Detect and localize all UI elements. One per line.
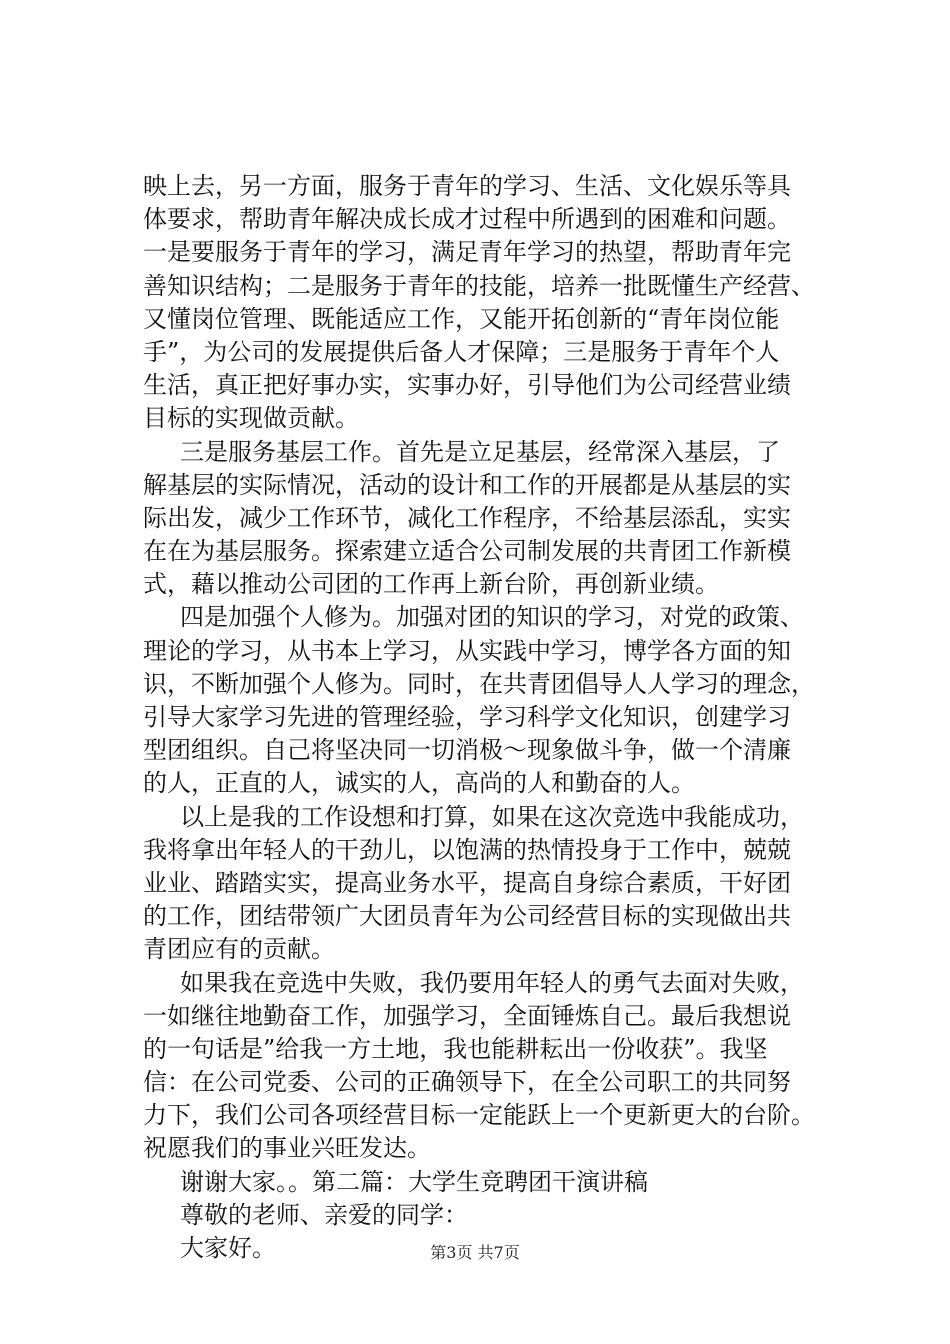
text-line: 一是要服务于青年的学习，满足青年学习的热望，帮助青年完: [143, 238, 791, 267]
text-line: 四是加强个人修为。加强对团的知识的学习，对党的政策、: [180, 603, 804, 632]
text-line: 手”，为公司的发展提供后备人才保障；三是服务于青年个人: [143, 337, 780, 366]
text-line: 引导大家学习先进的管理经验，学习科学文化知识，创建学习: [143, 703, 791, 731]
text-line: 式，藉以推动公司团的工作再上新台阶，再创新业绩。: [143, 570, 719, 599]
text-line: 我将拿出年轻人的干劲儿，以饱满的热情投身于工作中，兢兢: [143, 835, 791, 864]
text-line: 三是服务基层工作。首先是立足基层，经常深入基层，了: [180, 437, 780, 466]
text-line: 谢谢大家。。第二篇：大学生竞聘团干演讲稿: [180, 1167, 648, 1196]
text-line: 型团组织。自己将坚决同一切消极～现象做斗争，做一个清廉: [143, 736, 791, 765]
text-line: 理论的学习，从书本上学习，从实践中学习，博学各方面的知: [143, 636, 791, 665]
text-line: 目标的实现做贡献。: [143, 404, 359, 433]
text-line: 的一句话是”给我一方土地，我也能耕耘出一份收获”。我坚: [143, 1034, 768, 1063]
text-line: 以上是我的工作设想和打算，如果在这次竞选中我能成功，: [180, 802, 804, 831]
text-line: 体要求，帮助青年解决成长成才过程中所遇到的困难和问题。: [143, 205, 791, 234]
text-line: 青团应有的贡献。: [143, 935, 335, 964]
text-line: 识，不断加强个人修为。同时，在共青团倡导人人学习的理念，: [143, 669, 815, 698]
text-line: 一如继往地勤奋工作，加强学习，全面锤炼自己。最后我想说: [143, 1001, 791, 1030]
text-line: 尊敬的老师、亲爱的同学：: [180, 1200, 468, 1229]
text-line: 生活，真正把好事办实，实事办好，引导他们为公司经营业绩: [143, 371, 791, 400]
text-line: 解基层的实际情况，活动的设计和工作的开展都是从基层的实: [143, 470, 791, 499]
page-footer: 第3页 共7页: [430, 1243, 520, 1262]
text-line: 力下，我们公司各项经营目标一定能跃上一个更新更大的台阶。: [143, 1101, 815, 1130]
text-line: 大家好。: [180, 1234, 276, 1262]
text-line: 祝愿我们的事业兴旺发达。: [143, 1134, 431, 1163]
text-line: 信：在公司党委、公司的正确领导下，在全公司职工的共同努: [143, 1068, 791, 1097]
text-line: 如果我在竞选中失败，我仍要用年轻人的勇气去面对失败，: [180, 968, 804, 997]
text-line: 在在为基层服务。探索建立适合公司制发展的共青团工作新模: [143, 537, 791, 566]
text-line: 的工作，团结带领广大团员青年为公司经营目标的实现做出共: [143, 902, 791, 931]
body-text: [143, 170, 843, 1265]
text-line: 又懂岗位管理、既能适应工作，又能开拓创新的“青年岗位能: [143, 304, 780, 333]
text-line: 映上去，另一方面，服务于青年的学习、生活、文化娱乐等具: [143, 172, 791, 200]
text-line: 业业、踏踏实实，提高业务水平，提高自身综合素质，干好团: [143, 868, 791, 897]
text-line: 的人，正直的人，诚实的人，高尚的人和勤奋的人。: [143, 769, 695, 798]
text-line: 际出发，减少工作环节，减化工作程序，不给基层添乱，实实: [143, 503, 791, 532]
text-line: 善知识结构；二是服务于青年的技能，培养一批既懂生产经营、: [143, 271, 815, 300]
